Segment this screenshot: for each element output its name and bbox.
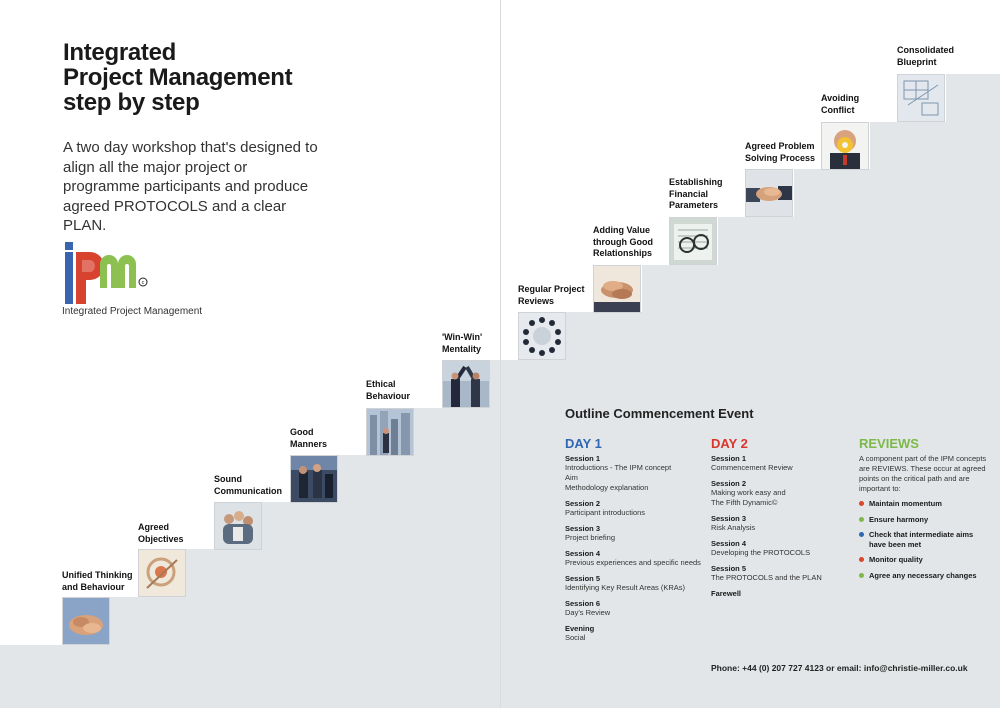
contact-line: Phone: +44 (0) 207 727 4123 or email: info@christie-miller.co.uk [711, 663, 968, 673]
session-topic: The Fifth Dynamic© [711, 498, 778, 507]
svg-text:c: c [141, 280, 145, 286]
session-topic: Previous experiences and specific needs [565, 558, 701, 567]
blueprint-photo [897, 74, 945, 122]
high-five-photo [442, 360, 490, 408]
session-topic: Developing the PROTOCOLS [711, 548, 811, 557]
step-label: Unified Thinking and Behaviour [62, 570, 133, 592]
bullet-dot-icon [859, 501, 864, 506]
day1-column [565, 436, 705, 649]
session-name: Farewell [711, 589, 742, 598]
session-block [711, 454, 851, 473]
bullet-dot-icon [859, 573, 864, 578]
step-label: Agreed Objectives [138, 522, 184, 544]
review-bullet-text: Monitor quality [869, 555, 923, 564]
session-topic: Methodology explanation [565, 483, 649, 492]
session-name: Session 5 [711, 564, 747, 573]
step-label: Sound Communication [214, 474, 283, 496]
session-block [565, 574, 705, 593]
reviews-description: A component part of the IPM concepts are REVIEWS. These occur at agreed points on the critical path and are important to: [859, 454, 987, 493]
session-block [711, 514, 851, 533]
group-huddle-photo [214, 502, 262, 550]
session-block [565, 454, 705, 493]
review-bullet [859, 571, 987, 581]
session-topic: The PROTOCOLS and the PLAN [711, 573, 822, 582]
step-label: 'Win-Win' Mentality [442, 332, 483, 354]
glasses-on-document-photo [669, 217, 717, 265]
reviews-heading: REVIEWS [859, 436, 919, 451]
session-topic: Participant introductions [565, 508, 646, 517]
day1-heading: DAY 1 [565, 436, 602, 451]
review-bullet [859, 515, 987, 525]
bullet-dot-icon [859, 532, 864, 537]
session-block [711, 589, 851, 598]
session-topic: Commencement Review [711, 463, 793, 472]
page-title [63, 40, 292, 115]
session-name: Session 2 [565, 499, 601, 508]
session-block [565, 599, 705, 618]
session-block [565, 524, 705, 543]
step-label: Establishing Financial Parameters [669, 177, 723, 210]
session-name: Session 1 [711, 454, 747, 463]
day2-heading: DAY 2 [711, 436, 748, 451]
circle-of-people-photo [518, 312, 566, 360]
stacked-hands-photo [593, 265, 641, 313]
session-topic: Day's Review [565, 608, 611, 617]
session-name: Session 2 [711, 479, 747, 488]
bullet-dot-icon [859, 557, 864, 562]
session-block [565, 499, 705, 518]
session-name: Session 3 [711, 514, 747, 523]
review-bullet-text: Agree any necessary changes [869, 570, 977, 580]
logo-caption: Integrated Project Management [62, 306, 203, 317]
step-label: Regular Project Reviews [518, 284, 585, 306]
review-bullet-text: Check that intermediate aims have been met [869, 530, 974, 549]
outline-title: Outline Commencement Event [565, 406, 754, 421]
step-label: Good Manners [290, 427, 328, 449]
session-topic: Social [565, 633, 586, 642]
review-bullet [859, 530, 987, 549]
step-label: Agreed Problem Solving Process [745, 141, 816, 163]
page-fold [500, 0, 501, 708]
meeting-photo [290, 455, 338, 503]
session-name: Session 4 [711, 539, 747, 548]
ipm-logo [62, 242, 152, 306]
session-name: Evening [565, 624, 595, 633]
session-topic: Risk Analysis [711, 523, 756, 532]
session-name: Session 5 [565, 574, 601, 583]
bullet-dot-icon [859, 517, 864, 522]
people-cityscape-photo [366, 408, 414, 456]
reviews-column [859, 436, 994, 586]
session-block [565, 624, 705, 643]
objectives-photo [138, 549, 186, 597]
title-line: Integrated [63, 39, 177, 66]
session-topic: Making work easy and [711, 488, 786, 497]
session-topic: Project briefing [565, 533, 616, 542]
review-bullet [859, 499, 987, 509]
man-with-life-ring-photo [821, 122, 869, 170]
step-label: Ethical Behaviour [366, 379, 411, 401]
session-block [711, 564, 851, 583]
handshake-photo [745, 169, 793, 217]
session-topic: Introductions - The IPM concept [565, 463, 672, 472]
session-block [565, 549, 705, 568]
step-label: Avoiding Conflict [821, 93, 860, 115]
session-topic: Aim [565, 473, 578, 482]
review-bullet-text: Maintain momentum [869, 499, 942, 508]
session-block [711, 539, 851, 558]
day2-column [711, 436, 851, 604]
intro-text: A two day workshop that's designed to align all the major project or programme participants and produce agreed PROTOCOLS and a clear PLAN. [63, 139, 318, 234]
session-name: Session 6 [565, 599, 601, 608]
review-bullet-text: Ensure harmony [869, 514, 929, 524]
title-line: step by step [63, 89, 200, 116]
review-bullet [859, 555, 987, 565]
step-label: Adding Value through Good Relationships [593, 225, 653, 258]
session-topic: Identifying Key Result Areas (KRAs) [565, 583, 686, 592]
title-line: Project Management [63, 64, 293, 91]
hands-together-photo [62, 597, 110, 645]
step-label: Consolidated Blueprint [897, 45, 955, 67]
session-block [711, 479, 851, 508]
session-name: Session 3 [565, 524, 601, 533]
session-name: Session 4 [565, 549, 601, 558]
session-name: Session 1 [565, 454, 601, 463]
